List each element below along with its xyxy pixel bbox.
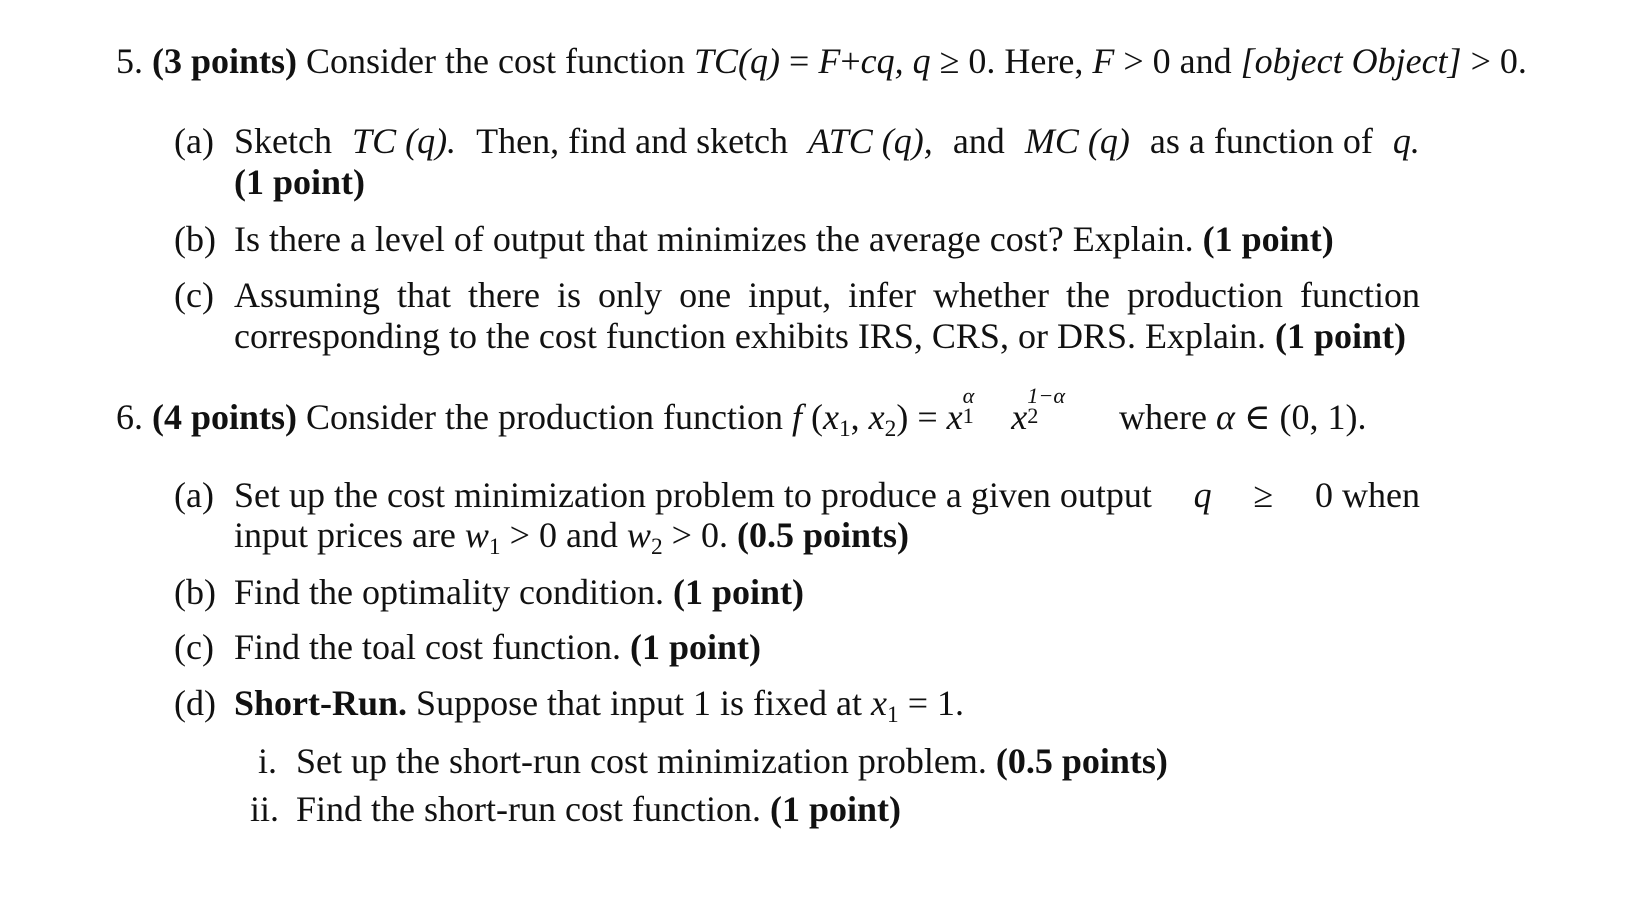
q6-in: ∈ — [1243, 397, 1271, 437]
q5-domain-q: q — [912, 41, 931, 81]
q5-gt: > — [1123, 41, 1144, 81]
q5c-label: (c) — [174, 275, 214, 315]
q6-alpha-exp: α — [962, 382, 975, 408]
q6a-geq: ≥ — [1253, 475, 1274, 515]
q5c-points: (1 point) — [1274, 316, 1406, 356]
q5a-line1 — [234, 120, 1420, 163]
q5b-points: (1 point) — [1202, 219, 1334, 259]
q6-rhs-x2: x — [1011, 397, 1028, 437]
q5-text-start: Consider the cost function — [306, 41, 685, 81]
q6c-text: Find the toal cost function. — [234, 627, 621, 667]
q6a-line1 — [234, 474, 1420, 517]
q5-equals: = — [789, 41, 810, 81]
q6-alpha: α — [1215, 397, 1235, 437]
q5c-line1: Assuming that there is only one input, infer whether the production function — [234, 275, 1420, 315]
q6d-eq: = — [907, 683, 929, 723]
q6d-ii-text: Find the short-run cost function. — [296, 789, 761, 829]
q6-equals: = — [917, 397, 938, 437]
q6a-label: (a) — [174, 475, 214, 515]
q5-number: 5. — [116, 41, 143, 81]
q6-rhs-x1-scripts — [962, 382, 1012, 429]
q6a-w2-sub: 2 — [650, 534, 663, 561]
q6b-line — [234, 571, 804, 614]
q6-x2: x — [868, 397, 885, 437]
q6-interval: (0, 1). — [1279, 397, 1367, 437]
q6b-points: (1 point) — [672, 572, 804, 612]
q6a-zero-when: 0 when — [1314, 475, 1420, 515]
q6-number: 6. — [116, 397, 143, 437]
q6-rhs-x1-sub: 1 — [962, 403, 974, 429]
q6a-line2-start: input prices are — [234, 515, 456, 555]
q6-heading — [116, 382, 1367, 443]
q5-gt-2: > — [1470, 41, 1491, 81]
q6-x2-sub: 2 — [884, 416, 897, 443]
q5a-sketch: Sketch — [234, 121, 332, 161]
q6d-i-text: Set up the short-run cost minimization problem. — [296, 741, 987, 781]
q5-rhs-F: F — [818, 41, 841, 81]
q6a-gt1: > — [509, 515, 530, 555]
q6b-text: Find the optimality condition. — [234, 572, 664, 612]
q6d-val: 1. — [937, 683, 965, 723]
q5a-label: (a) — [174, 121, 214, 161]
q6a-q: q — [1193, 475, 1212, 515]
q5c-line2 — [234, 315, 1406, 358]
q6d-ii-points: (1 point) — [769, 789, 901, 829]
q5a-mc: MC (q) — [1024, 121, 1130, 161]
q6c-points: (1 point) — [629, 627, 761, 667]
q5-c: [object Object] — [1240, 41, 1462, 81]
q6a-zero-dot: 0. — [700, 515, 728, 555]
q6a-line2 — [234, 514, 909, 561]
q6a-zero-and: 0 and — [538, 515, 618, 555]
q6d-bold: Short-Run. — [234, 683, 408, 723]
q6b-label: (b) — [174, 572, 216, 612]
q5a-and: and — [952, 121, 1005, 161]
q5b-text: Is there a level of output that minimizes the average cost? Explain. — [234, 219, 1194, 259]
q5-fn-arg: (q) — [738, 41, 780, 81]
q6d-text: Suppose that input 1 is fixed at — [416, 683, 863, 723]
q5-zero-end: 0. — [1499, 41, 1527, 81]
q5a-q: q. — [1392, 121, 1420, 161]
q5a-asfn: as a function of — [1149, 121, 1373, 161]
q6a-gt2: > — [671, 515, 692, 555]
q5-zero-dot: 0. — [968, 41, 996, 81]
q5-fn-name: TC — [693, 41, 739, 81]
q6d-x1: x — [871, 683, 887, 723]
q6c-label: (c) — [174, 627, 214, 667]
q6d-ii-line — [296, 788, 901, 831]
q6d-i-points: (0.5 points) — [995, 741, 1168, 781]
q6a-line1-start: Set up the cost minimization problem to produce a given output — [234, 475, 1152, 515]
q6a-points: (0.5 points) — [736, 515, 909, 555]
q6d-i-label: i. — [258, 741, 278, 781]
q6-points: (4 points) — [152, 397, 298, 437]
q6d-line — [234, 682, 964, 729]
q6-rhs-x2-scripts — [1027, 382, 1110, 429]
q6d-x1-sub: 1 — [887, 702, 899, 729]
q5a-atc: ATC (q), — [808, 121, 933, 161]
q5-F: F — [1092, 41, 1115, 81]
q6c-line — [234, 626, 761, 669]
q5-points: (3 points) — [152, 41, 298, 81]
q6-rhs-x1: x — [946, 397, 963, 437]
q6d-label: (d) — [174, 683, 216, 723]
q6a-w1: w — [464, 515, 489, 555]
q6d-ii-label: ii. — [250, 789, 280, 829]
q6-where: where — [1119, 397, 1207, 437]
q6a-w1-sub: 1 — [488, 534, 501, 561]
q6-x1-sub: 1 — [838, 416, 851, 443]
q6-rhs-x2-sub: 2 — [1027, 403, 1039, 429]
q6a-w2: w — [626, 515, 651, 555]
q5b-line — [234, 218, 1334, 261]
q6-text-start: Consider the production function — [306, 397, 783, 437]
q6-rp: ) — [896, 397, 909, 437]
q5-heading — [116, 40, 1527, 83]
q6-comma: , — [850, 397, 860, 437]
q6-x1: x — [822, 397, 839, 437]
q5c-line2-text: corresponding to the cost function exhibits IRS, CRS, or DRS. Explain. — [234, 316, 1266, 356]
q6d-i-line — [296, 740, 1168, 783]
q5-zero-and: 0 and — [1152, 41, 1232, 81]
q6-f: f — [791, 397, 802, 437]
q5-plus: + — [840, 41, 861, 81]
q5-geq: ≥ — [939, 41, 960, 81]
q5-rhs-cq: cq, — [860, 41, 904, 81]
q6-one-minus-alpha-exp: 1−α — [1027, 382, 1066, 408]
q5a-tc: TC (q). — [352, 121, 457, 161]
q5b-label: (b) — [174, 219, 216, 259]
q6-lp: ( — [810, 397, 823, 437]
q5a-then: Then, find and sketch — [476, 121, 789, 161]
q5-here: Here, — [1004, 41, 1084, 81]
q5a-points: (1 point) — [234, 162, 366, 202]
